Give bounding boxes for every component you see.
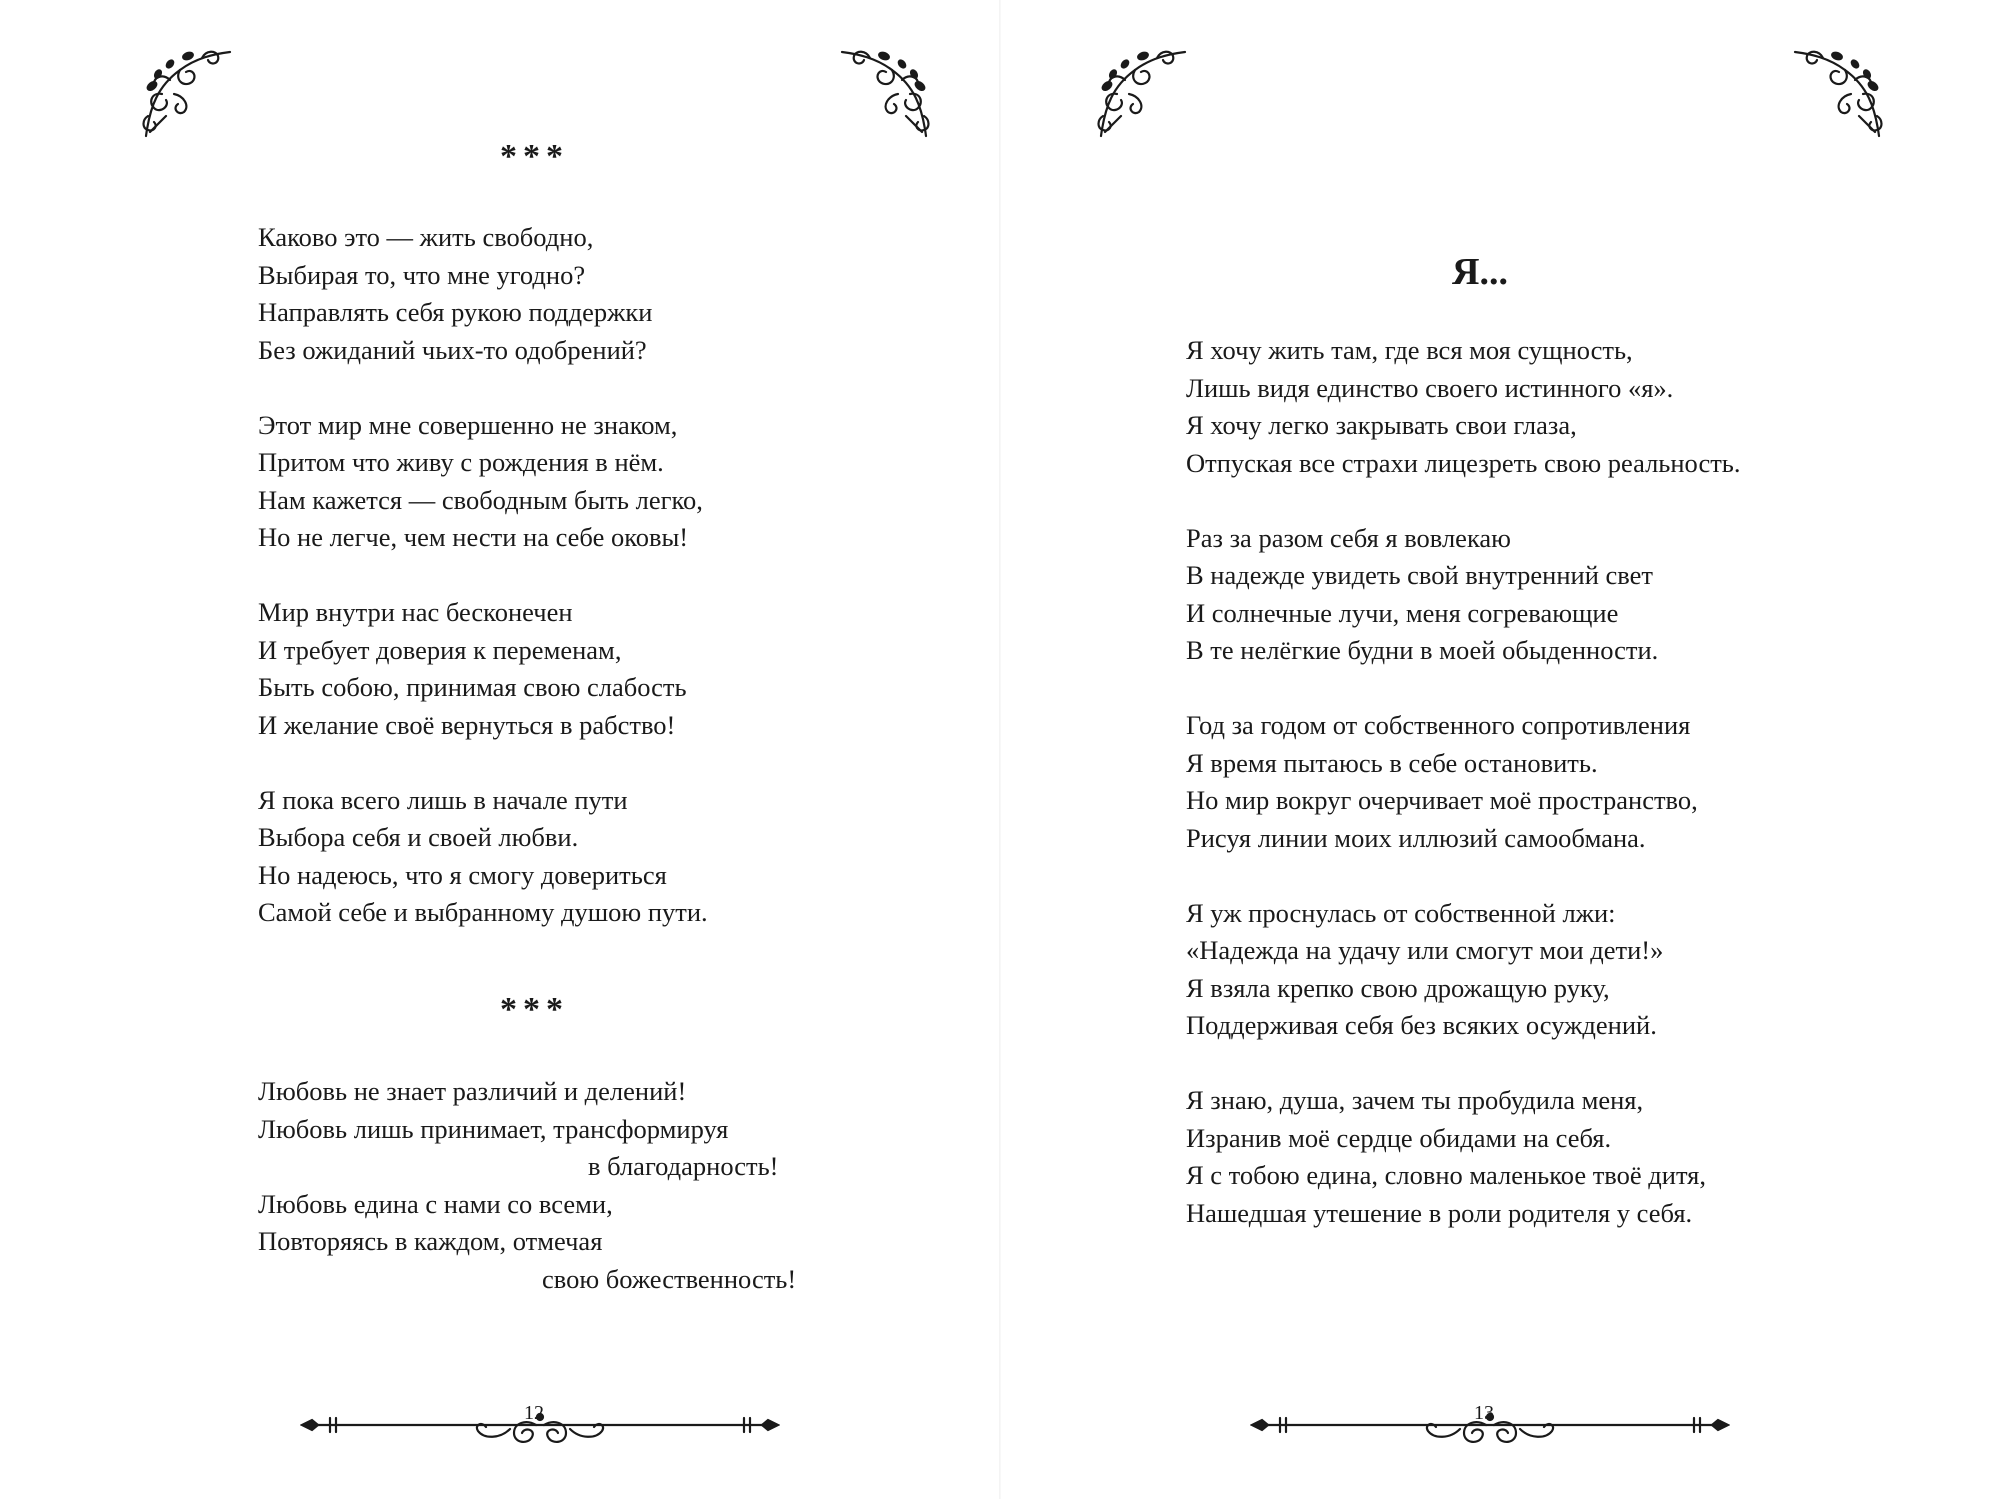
poem-block <box>258 219 708 932</box>
poem-line: Любовь не знает различий и делений! <box>258 1076 687 1106</box>
poem-line: Изранив моё сердце обидами на себя. <box>1186 1122 1612 1153</box>
poem-line: Лишь видя единство своего истинного «я». <box>1186 372 1674 403</box>
poem-line: Раз за разом себя я вовлекаю <box>1186 522 1511 553</box>
poem-line: В те нелёгкие будни в моей обыденности. <box>1186 635 1659 665</box>
stanza <box>1186 520 1741 670</box>
poem-line: Быть собою, принимая свою слабость <box>258 672 687 702</box>
poem-line: Я уж проснулась от собственной лжи: <box>1186 897 1616 928</box>
poem-line: Год за годом от собственного сопротивления <box>1186 710 1691 740</box>
corner-ornament-icon <box>836 46 932 142</box>
poem-line: Любовь едина с нами со всеми, <box>258 1188 613 1219</box>
poem-line: В надежде увидеть свой внутренний свет <box>1186 560 1653 590</box>
stanza <box>1186 1082 1741 1232</box>
poem-line: И желание своё вернуться в рабство! <box>258 709 676 740</box>
stanza <box>258 219 708 369</box>
poem-block <box>258 1073 796 1298</box>
stanza <box>258 594 708 744</box>
poem-line: Этот мир мне совершенно не знаком, <box>258 409 678 440</box>
page-number: 13 <box>1474 1402 1494 1424</box>
poem-line: Но мир вокруг очерчивает моё пространство, <box>1186 785 1698 815</box>
poem-line: «Надежда на удачу или смогут мои дети!» <box>1186 935 1664 965</box>
section-separator: *** <box>500 991 569 1028</box>
poem-line: И солнечные лучи, меня согревающие <box>1186 597 1619 628</box>
page-number: 12 <box>524 1402 544 1424</box>
stanza <box>1186 895 1741 1045</box>
poem-line: Но не легче, чем нести на себе оковы! <box>258 522 689 552</box>
poem-line: Повторяясь в каждом, отмечая <box>258 1226 603 1256</box>
section-separator: *** <box>500 138 569 175</box>
poem-line: Я с тобою едина, словно маленькое твоё дитя, <box>1186 1160 1706 1190</box>
stanza <box>1186 707 1741 857</box>
poem-line: Я время пытаюсь в себе остановить. <box>1186 747 1598 778</box>
poem-line: Без ожиданий чьих-то одобрений? <box>258 334 647 365</box>
poem-title: Я... <box>1452 251 1508 293</box>
poem-line: Я взяла крепко свою дрожащую руку, <box>1186 972 1610 1003</box>
poem-line: Выбирая то, что мне угодно? <box>258 259 586 290</box>
poem-block <box>1186 332 1741 1232</box>
stanza <box>258 407 708 557</box>
poem-line: Но надеюсь, что я смогу довериться <box>258 859 667 890</box>
corner-ornament-icon <box>1789 46 1885 142</box>
poem-line: И требует доверия к переменам, <box>258 634 622 665</box>
poem-line: Каково это — жить свободно, <box>258 222 594 252</box>
poem-line: свою божественность! <box>542 1263 797 1294</box>
poem-line: Поддерживая себя без всяких осуждений. <box>1186 1010 1657 1040</box>
poem-line: Самой себе и выбранному душою пути. <box>258 897 708 927</box>
corner-ornament-icon <box>1095 46 1191 142</box>
poem-line: Выбора себя и своей любви. <box>258 822 579 852</box>
poem-line: Направлять себя рукою поддержки <box>258 297 653 327</box>
poem-line: Я хочу легко закрывать свои глаза, <box>1186 410 1577 440</box>
poem-line: Я пока всего лишь в начале пути <box>258 784 628 815</box>
poem-line: Любовь лишь принимает, трансформируя <box>258 1113 729 1144</box>
poem-line: в благодарность! <box>588 1151 779 1181</box>
right-page <box>1000 0 2000 1499</box>
corner-ornament-icon <box>140 46 236 142</box>
poem-line: Мир внутри нас бесконечен <box>258 597 573 627</box>
poem-line: Притом что живу с рождения в нём. <box>258 447 664 477</box>
poem-line: Отпуская все страхи лицезреть свою реальность. <box>1186 447 1741 478</box>
stanza <box>258 782 708 932</box>
poem-line: Я знаю, душа, зачем ты пробудила меня, <box>1186 1085 1644 1115</box>
poem-line: Я хочу жить там, где вся моя сущность, <box>1186 335 1633 365</box>
poem-line: Нам кажется — свободным быть легко, <box>258 484 703 515</box>
poem-line: Нашедшая утешение в роли родителя у себя. <box>1186 1197 1693 1228</box>
stanza <box>1186 332 1741 482</box>
poem-line: Рисуя линии моих иллюзий самообмана. <box>1186 822 1646 853</box>
